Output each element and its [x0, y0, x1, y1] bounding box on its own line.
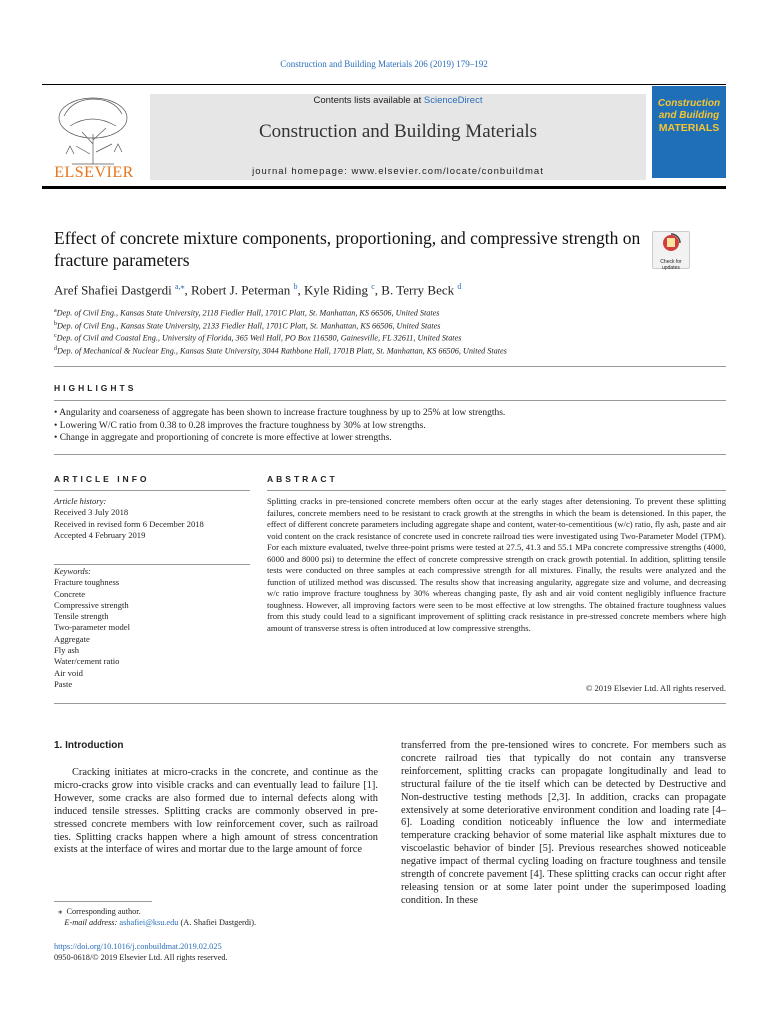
top-rule	[42, 84, 726, 85]
keyword: Compressive strength	[54, 599, 129, 610]
divider	[54, 703, 726, 704]
keyword: Tensile strength	[54, 611, 109, 622]
affiliation-line: $^b$Dep. of Civil Eng., Kansas State University, 2133 Fiedler Hall, 1701C Platt, St. Manhattan, KS 66506, United States	[54, 320, 441, 331]
introduction-heading: 1. Introduction	[54, 740, 124, 751]
keyword: Paste	[54, 678, 73, 689]
author: Robert J. Peterman	[191, 282, 291, 298]
keyword: Two-parameter model	[54, 622, 130, 633]
affiliation-line: $^a$Dep. of Civil Eng., Kansas State University, 2118 Fiedler Hall, 1701C Platt, St. Manhattan, KS 66506, United States	[54, 308, 440, 318]
check-for-updates-button[interactable]: Check for updates	[652, 231, 690, 269]
header-thick-rule	[42, 186, 726, 189]
highlight-item: • Lowering W/C ratio from 0.38 to 0.28 improves the fracture toughness by 30% at low strengths.	[54, 420, 426, 431]
author-list: Aref Shafiei Dastgerdi $^{a,⁎}$, Robert J. Peterman $^b$, Kyle Riding $^c$, B. Terry Beck $^d$	[54, 282, 462, 298]
keywords-list: Keywords: Fracture toughness Concrete Compressive strength Tensile strength Two-parameter model Aggregate Fly ash Water/cement ratio Air void Paste	[54, 566, 250, 690]
highlight-item: • Angularity and coarseness of aggregate has been shown to increase fracture toughness by up to 25% at low strengths.	[54, 408, 506, 418]
author: Kyle Riding	[304, 282, 368, 298]
keyword: Fly ash	[54, 645, 80, 656]
affiliation-line: $^d$Dep. of Mechanical & Nuclear Eng., Kansas State University, 3044 Rathbone Hall, 1701B Platt, St. Manhattan, KS 66506, United States	[54, 346, 507, 356]
affiliations	[54, 306, 674, 357]
journal-title: Construction and Building Materials	[258, 121, 538, 142]
elsevier-wordmark: ELSEVIER	[54, 164, 134, 181]
divider	[54, 400, 726, 401]
keyword: Air void	[54, 667, 83, 678]
sciencedirect-link[interactable]: ScienceDirect	[423, 95, 483, 106]
footnote-rule	[54, 901, 152, 902]
keyword: Aggregate	[54, 633, 90, 644]
highlight-item: • Change in aggregate and proportioning of concrete is more effective at lower strengths.	[54, 433, 392, 444]
highlights-list	[54, 407, 726, 445]
divider	[54, 366, 726, 367]
affiliation-line: $^c$Dep. of Civil and Coastal Eng., University of Florida, 365 Weil Hall, PO Box 116580, Gainesville, FL 32611, United States	[54, 333, 462, 344]
keyword: Concrete	[54, 588, 86, 599]
keyword: Water/cement ratio	[54, 656, 120, 667]
footnote: ⁎ Corresponding author. E-mail address: ashafiei@ksu.edu (A. Shafiei Dastgerdi).	[58, 907, 257, 928]
author: B. Terry Beck	[381, 282, 455, 298]
crossmark-icon	[653, 232, 689, 254]
highlights-heading: HIGHLIGHTS	[54, 383, 137, 393]
doi-link[interactable]: https://doi.org/10.1016/j.conbuildmat.2019.02.025	[54, 942, 222, 951]
journal-reference[interactable]: Construction and Building Materials 206 (2019) 179–192	[280, 59, 488, 69]
article-info-heading: ARTICLE INFO	[54, 474, 150, 484]
abstract-text: Splitting cracks in pre-tensioned concrete members often occur at the early stages after detensioning. To prevent these splitting failures, concrete members need to be resistant to crack growth at the strengths in which the beam is detensioned. In this paper, the effect of different concrete parameters including aggregate shape and content, water-to-cementitious (w/c) ratio, fly ash, paste and air void content on the crack resistance of concrete used in concrete railroad ties were investigated using Two-Parameter Model (TPM). For each mixture evaluated, twelve three-point prisms were tested at 27.5, 41.3 and 55.1 MPa concrete compressive strengths (4000, 6000 and 8000 psi) to determine the effect of concrete compressive strength on crack growth potential. In addition, splitting tensile tests were conducted on three samples at each compressive strength for all mixtures. Finally, the results were analyzed and the function of utilized method was discussed. The results show that increasing angularity, aggregate size and volume, and decreasing w/c ratio improve fracture toughness by 30% whereas changing paste, fly ash and air void content negligibly influence fracture toughness. However, all improving factors were seen to be most effective at low strengths. The obtained fracture toughness values from this study could lead to a significant improvement of splitting crack resistance in pre-stressed concrete members where high amount of transverse stress is often introduced at low compressive strengths.	[267, 496, 726, 634]
doi-block: https://doi.org/10.1016/j.conbuildmat.2019.02.025 0950-0618/© 2019 Elsevier Ltd. All rights reserved.	[54, 941, 384, 964]
elsevier-tree-logo-icon	[52, 94, 134, 166]
body-column-left: Cracking initiates at micro-cracks in the concrete, and continue as the micro-cracks grow into visible cracks and can eventually lead to failure [1]. However, some cracks are also formed due to internal defects along with induced tensile stresses. Splitting cracks are commonly observed in pre-stressed concrete members with low reinforcement cover, such as railroad ties. Splitting cracks happen where a high amount of stress concentration exists at the interface of wires and mortar due to the large amount of force	[54, 767, 378, 856]
article-history: Article history: Received 3 July 2018 Received in revised form 6 December 2018 Accepted 4 February 2019	[54, 496, 204, 540]
divider	[267, 490, 726, 491]
abstract-heading: ABSTRACT	[267, 474, 338, 484]
article-title: Effect of concrete mixture components, proportioning, and compressive strength on fracture parameters	[54, 228, 641, 270]
keyword: Fracture toughness	[54, 577, 120, 588]
email-link[interactable]: ashafiei@ksu.edu	[119, 918, 179, 928]
body-column-right: transferred from the pre-tensioned wires to concrete. For members such as concrete railroad ties that typically do not contain any transverse reinforcement, splitting cracks can propagate longitudinally and lead to structural failure of the tie itself which can be detected by Destructive and Non-destructive testing methods [2,3]. In addition, cracks can propagate extensively at some deteriorative environment condition and loading rate [4–6]. Loading condition noticeably influence the low and intermediate temperature cracking behavior of some material like asphalt mixtures due to viscoelastic behavior of binder [5]. Previous researches showed noticeable negative impact of thermal cycling loading on fracture toughness and tensile strength of concrete pavement [4]. These splitting cracks can occur right after releasing tension or at some later point under the superimposed loading condition. In these	[401, 740, 726, 906]
divider	[54, 564, 250, 565]
journal-cover-thumbnail: Construction and Building MATERIALS	[652, 86, 726, 178]
author: Aref Shafiei Dastgerdi	[54, 282, 172, 298]
divider	[54, 454, 726, 455]
contents-line: Contents lists available at ScienceDirect	[313, 95, 483, 106]
journal-homepage[interactable]: journal homepage: www.elsevier.com/locate/conbuildmat	[252, 166, 544, 177]
divider	[54, 490, 250, 491]
abstract-copyright: © 2019 Elsevier Ltd. All rights reserved.	[585, 683, 726, 693]
